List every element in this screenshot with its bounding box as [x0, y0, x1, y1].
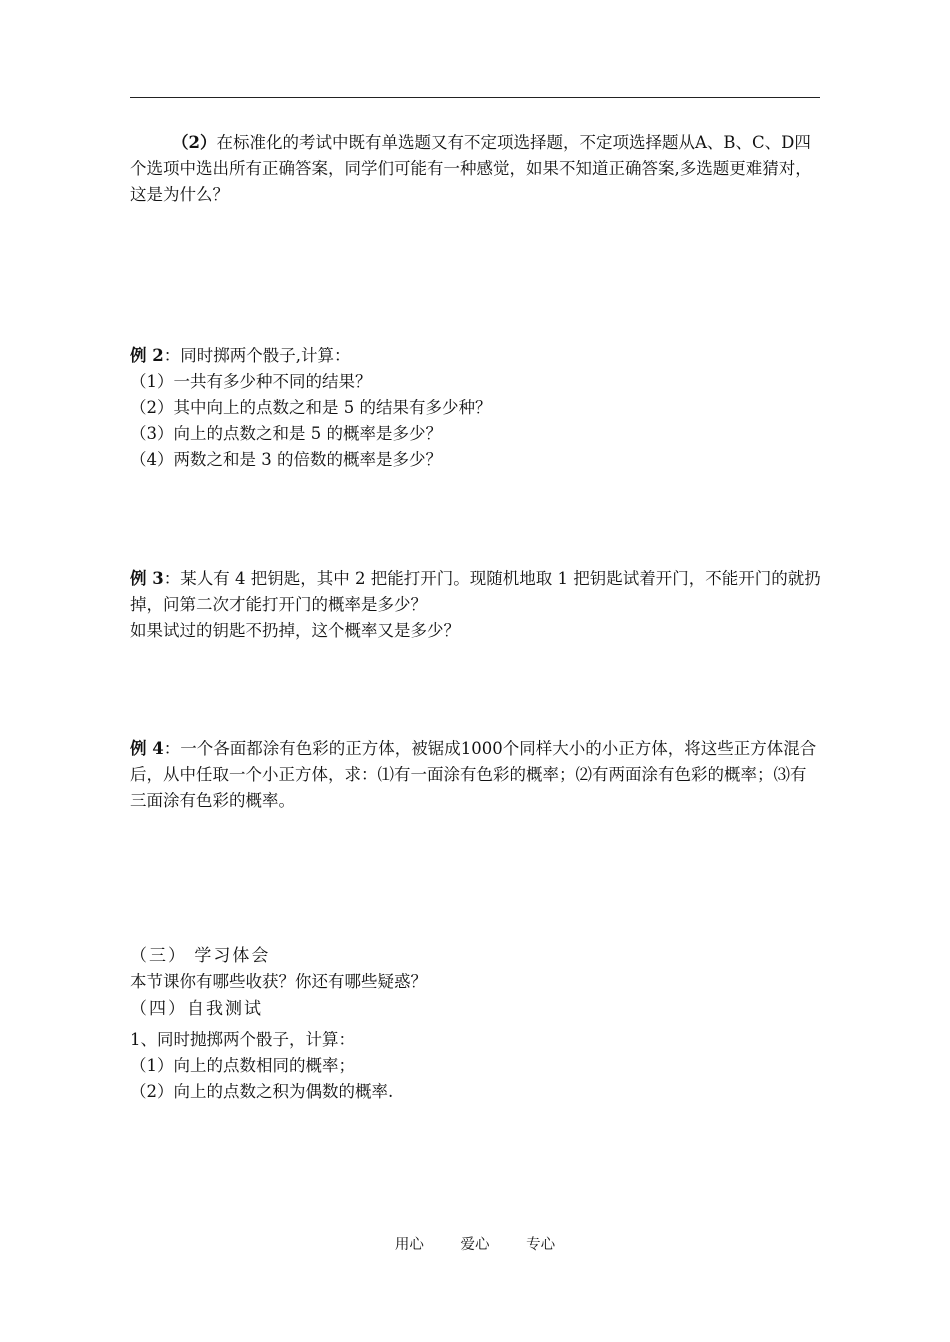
section-3-text — [130, 969, 822, 995]
example-2-item: （4）两数之和是 3 的倍数的概率是多少？ — [130, 450, 442, 469]
example-3-followup: 如果试过的钥匙不扔掉，这个概率又是多少？ — [130, 621, 460, 640]
example-3-label: 例 3 — [130, 569, 164, 588]
question-2 — [130, 130, 822, 208]
footer-word: 爱心 — [460, 1237, 490, 1253]
section-4-question: 1、同时抛掷两个骰子，计算： — [130, 1030, 355, 1049]
question-2-number: （2） — [172, 133, 217, 152]
section-4-item: （2）向上的点数之积为偶数的概率. — [130, 1082, 394, 1101]
footer-word: 用心 — [394, 1237, 424, 1253]
example-2-item: （3）向上的点数之和是 5 的概率是多少？ — [130, 424, 442, 443]
page-footer — [0, 1233, 950, 1254]
section-4-title: （四）自我测试 — [130, 999, 263, 1019]
example-2-item: （2）其中向上的点数之和是 5 的结果有多少种？ — [130, 398, 492, 417]
question-2-text: 在标准化的考试中既有单选题又有不定项选择题，不定项选择题从A、B、C、D四个选项中选出所有正确答案，同学们可能有一种感觉，如果不知道正确答案,多选题更难猜对，这是为什么？ — [130, 133, 812, 204]
header-rule — [130, 97, 820, 98]
example-4 — [130, 736, 822, 814]
example-2-stem: ：同时掷两个骰子,计算： — [163, 346, 351, 365]
example-4-label: 例 4 — [130, 739, 164, 758]
example-2-item: （1）一共有多少种不同的结果？ — [130, 372, 372, 391]
section-3-title: （三） 学习体会 — [130, 946, 271, 966]
section-3-question: 本节课你有哪些收获？你还有哪些疑惑？ — [130, 972, 427, 991]
footer-word: 专心 — [526, 1237, 556, 1253]
example-4-text: ：一个各面都涂有色彩的正方体，被锯成1000个同样大小的小正方体，将这些正方体混合后，从中任取一个小正方体，求：⑴有一面涂有色彩的概率；⑵有两面涂有色彩的概率；⑶有三面涂有色彩的概率。 — [130, 739, 817, 810]
example-3-text: ：某人有 4 把钥匙，其中 2 把能打开门。现随机地取 1 把钥匙试着开门，不能开门的就扔掉，问第二次才能打开门的概率是多少？ — [130, 569, 821, 614]
example-2 — [130, 343, 822, 473]
section-4-item: （1）向上的点数相同的概率； — [130, 1056, 355, 1075]
example-2-label: 例 2 — [130, 346, 164, 365]
section-4-body — [130, 1027, 822, 1105]
example-3 — [130, 566, 822, 644]
